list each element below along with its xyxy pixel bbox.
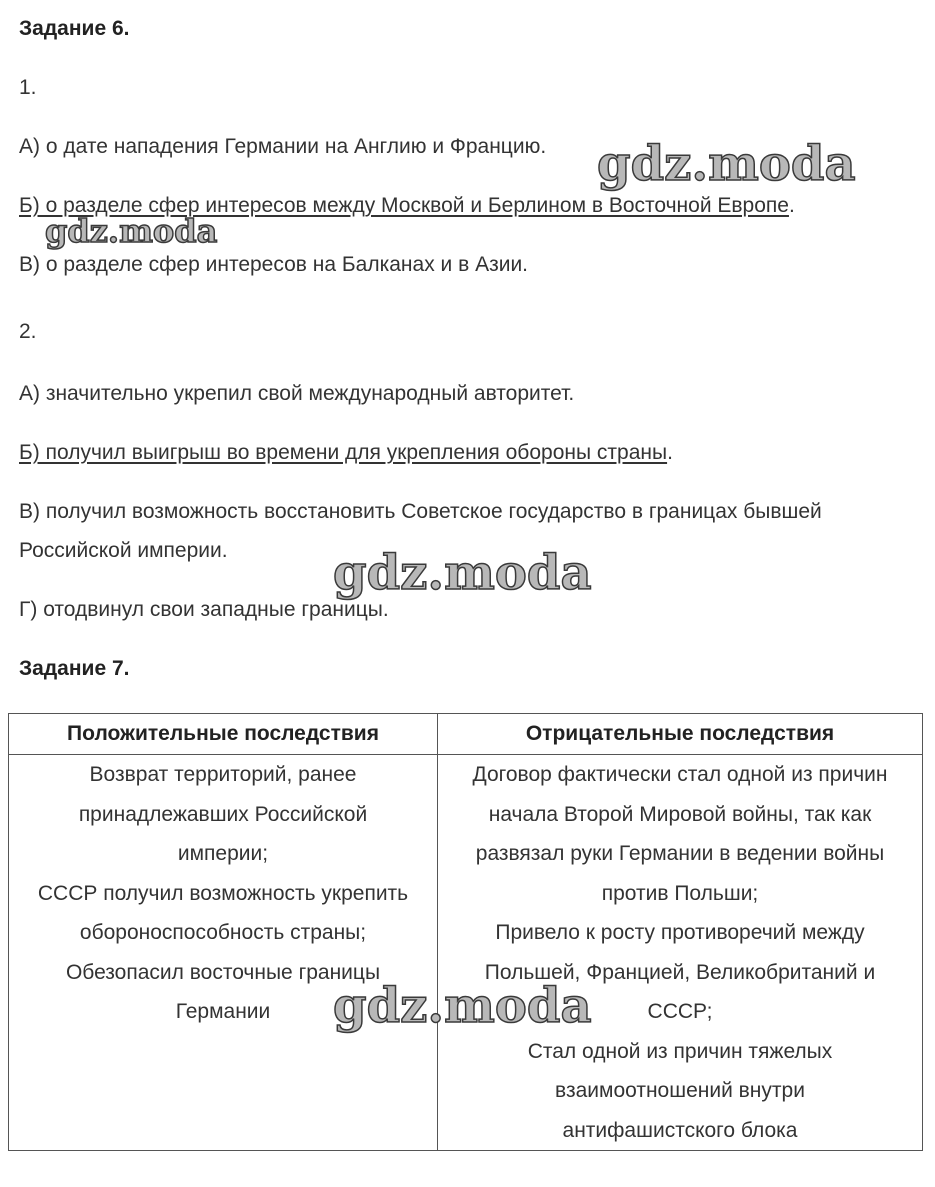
negative-line: Стал одной из причин тяжелых <box>527 1039 833 1063</box>
task6-title: Задание 6. <box>19 17 130 40</box>
positive-line: СССР получил возможность укрепить <box>37 881 409 905</box>
task6-q1-option-b-underlined: Б) о разделе сфер интересов между Москвой и Берлином в Восточной Европе <box>19 194 789 217</box>
watermark-logo: gdz.moda <box>333 978 592 1034</box>
header-positive: Положительные последствия <box>9 714 438 755</box>
task6-q2-number: 2. <box>19 320 37 343</box>
positive-line: империи; <box>177 842 269 865</box>
negative-line: Привело к росту противоречий между <box>495 921 865 944</box>
task6-q1-option-b-end: . <box>788 194 795 217</box>
task7-title: Задание 7. <box>19 657 130 680</box>
task6-q1-option-b <box>19 192 795 220</box>
task6-q2-option-b-end: . <box>667 441 673 464</box>
negative-line: против Польши; <box>601 881 759 905</box>
task6-q2-option-a: А) значительно укрепил свой международный авторитет. <box>19 382 575 405</box>
task6-q2-option-b-underlined: Б) получил выигрыш во времени для укрепления обороны страны <box>19 441 668 464</box>
positive-line: Германии <box>175 1000 271 1023</box>
negative-line: антифашистского блока <box>562 1118 798 1142</box>
negative-line: Польшей, Францией, Великобританий и <box>484 960 876 984</box>
negative-line: Договор фактически стал одной из причин <box>472 763 888 786</box>
task6-q1-option-a: А) о дате нападения Германии на Англию и Францию. <box>19 135 547 158</box>
task6-q2-option-d: Г) отодвинул свои западные границы. <box>19 598 389 621</box>
positive-line: Обезопасил восточные границы <box>65 960 381 984</box>
consequences-table <box>8 713 923 1151</box>
positive-consequences-cell <box>9 755 438 1151</box>
table-row <box>9 755 923 1151</box>
watermark-logo: gdz.moda <box>45 212 218 250</box>
negative-consequences-cell <box>438 755 923 1151</box>
negative-line: начала Второй Мировой войны, так как <box>488 802 872 826</box>
watermark-logo: gdz.moda <box>597 136 856 192</box>
watermark-logo: gdz.moda <box>333 545 592 601</box>
task6-q2-option-c: В) получил возможность восстановить Советское государство в границах бывшей Российской империи. <box>19 500 822 562</box>
negative-line: взаимоотношений внутри <box>555 1079 805 1102</box>
header-negative: Отрицательные последствия <box>438 714 923 755</box>
negative-line: СССР; <box>647 1000 713 1023</box>
positive-line: принадлежавших Российской <box>78 802 368 826</box>
task6-q1-number: 1. <box>19 76 37 99</box>
table-header-row <box>9 714 923 755</box>
task6-q2-option-b <box>19 439 673 467</box>
task6-q1-option-c: В) о разделе сфер интересов на Балканах и в Азии. <box>19 253 529 276</box>
positive-line: обороноспособность страны; <box>79 921 367 944</box>
positive-line: Возврат территорий, ранее <box>89 763 357 786</box>
negative-line: развязал руки Германии в ведении войны <box>475 842 885 865</box>
